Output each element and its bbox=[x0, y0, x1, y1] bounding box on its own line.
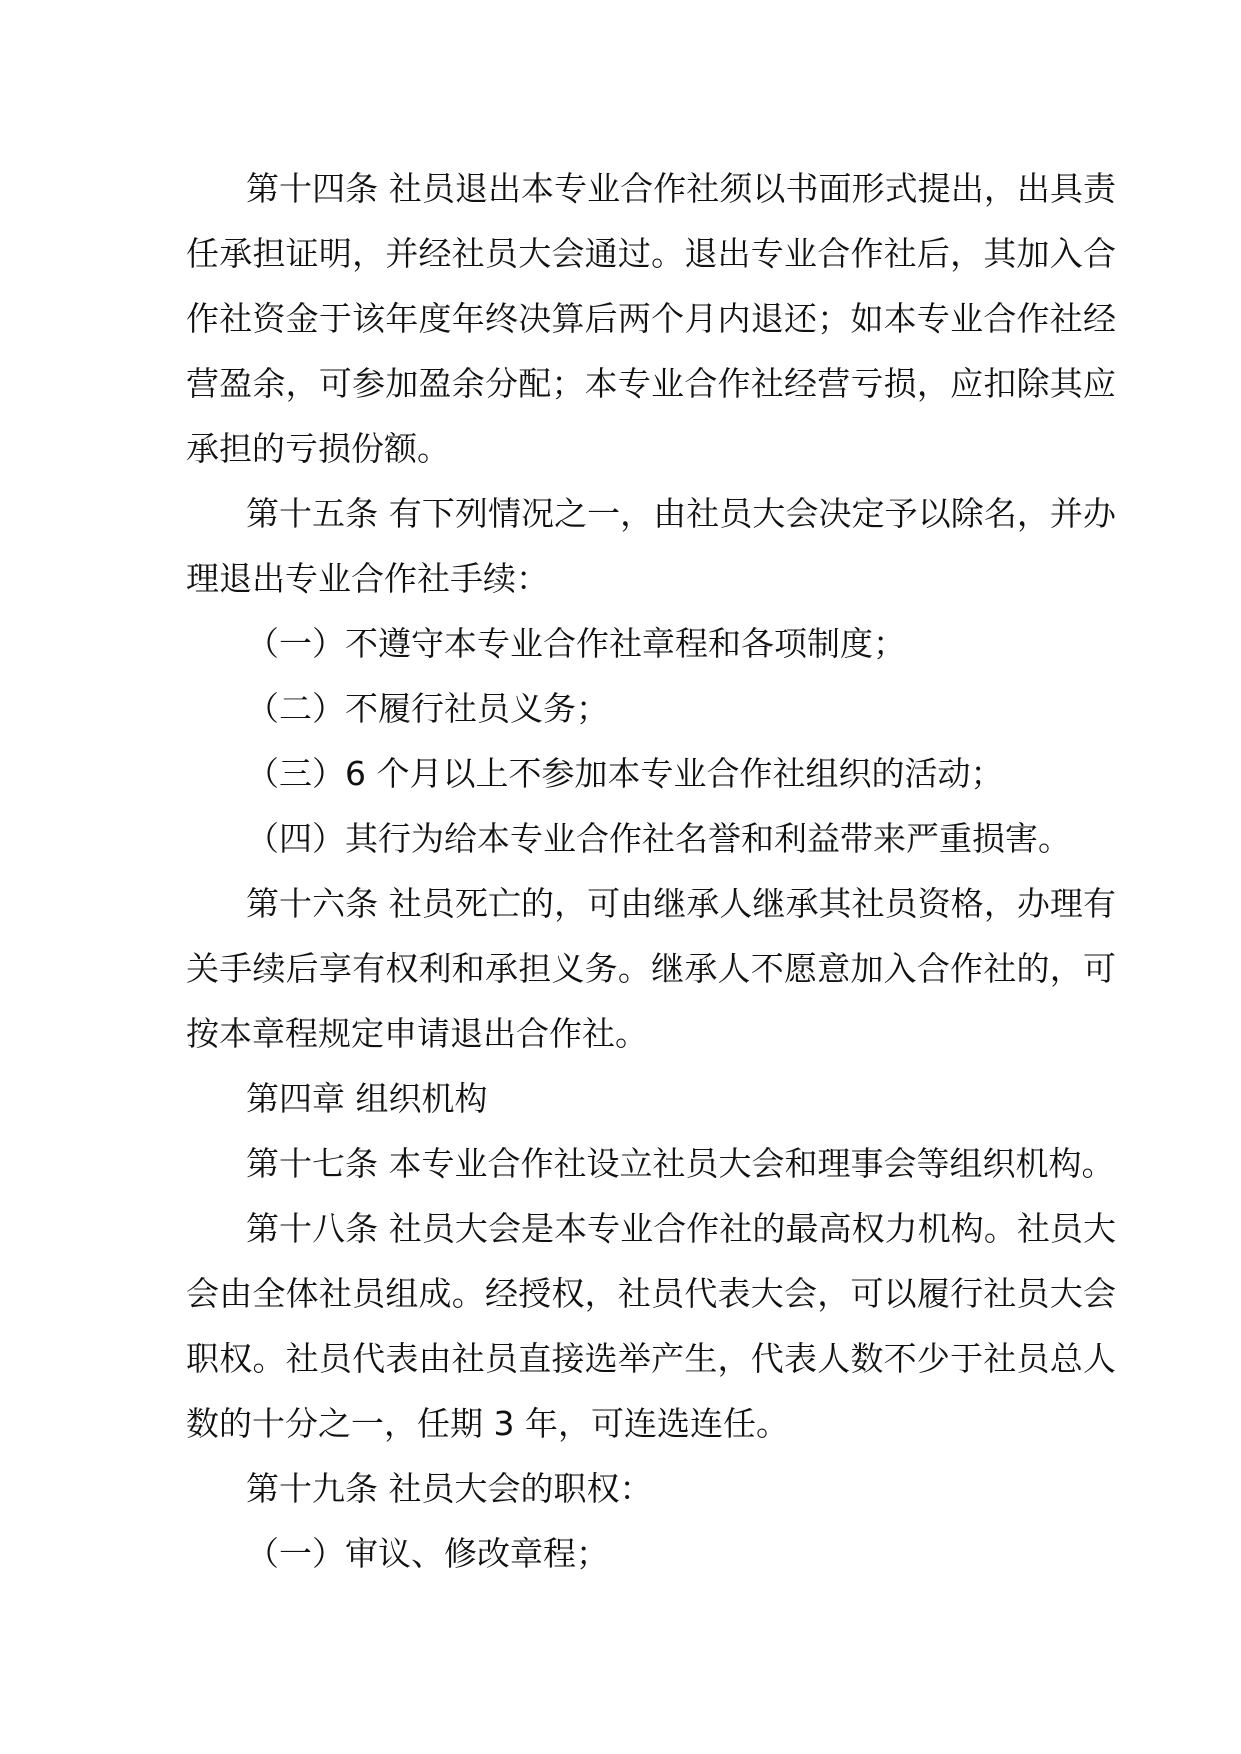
paragraph-article-17: 第十七条 本专业合作社设立社员大会和理事会等组织机构。 bbox=[246, 1144, 1115, 1183]
list-item-15-2: （二）不履行社员义务； bbox=[246, 689, 609, 728]
paragraph-article-19: 第十九条 社员大会的职权： bbox=[246, 1469, 653, 1508]
document-page bbox=[186, 156, 1116, 1586]
list-item-15-3: （三）6 个月以上不参加本专业合作社组织的活动； bbox=[246, 754, 1004, 793]
paragraph-article-18: 第十八条 社员大会是本专业合作社的最高权力机构。社员大会由全体社员组成。经授权，社员代表大会，可以履行社员大会职权。社员代表由社员直接选举产生，代表人数不少于社员总人数的十分之一，任期 3 年，可连选连任。 bbox=[186, 1209, 1116, 1443]
paragraph-article-15: 第十五条 有下列情况之一，由社员大会决定予以除名，并办理退出专业合作社手续： bbox=[186, 494, 1116, 598]
chapter-heading-4: 第四章 组织机构 bbox=[246, 1079, 488, 1118]
list-item-15-4: （四）其行为给本专业合作社名誉和利益带来严重损害。 bbox=[246, 819, 1071, 858]
list-item-15-1: （一）不遵守本专业合作社章程和各项制度； bbox=[246, 624, 906, 663]
paragraph-article-16: 第十六条 社员死亡的，可由继承人继承其社员资格，办理有关手续后享有权利和承担义务。继承人不愿意加入合作社的，可按本章程规定申请退出合作社。 bbox=[186, 884, 1116, 1053]
paragraph-article-14: 第十四条 社员退出本专业合作社须以书面形式提出，出具责任承担证明，并经社员大会通过。退出专业合作社后，其加入合作社资金于该年度年终决算后两个月内退还；如本专业合作社经营盈余，可参加盈余分配；本专业合作社经营亏损，应扣除其应承担的亏损份额。 bbox=[186, 169, 1116, 468]
list-item-19-1: （一）审议、修改章程； bbox=[246, 1534, 609, 1573]
